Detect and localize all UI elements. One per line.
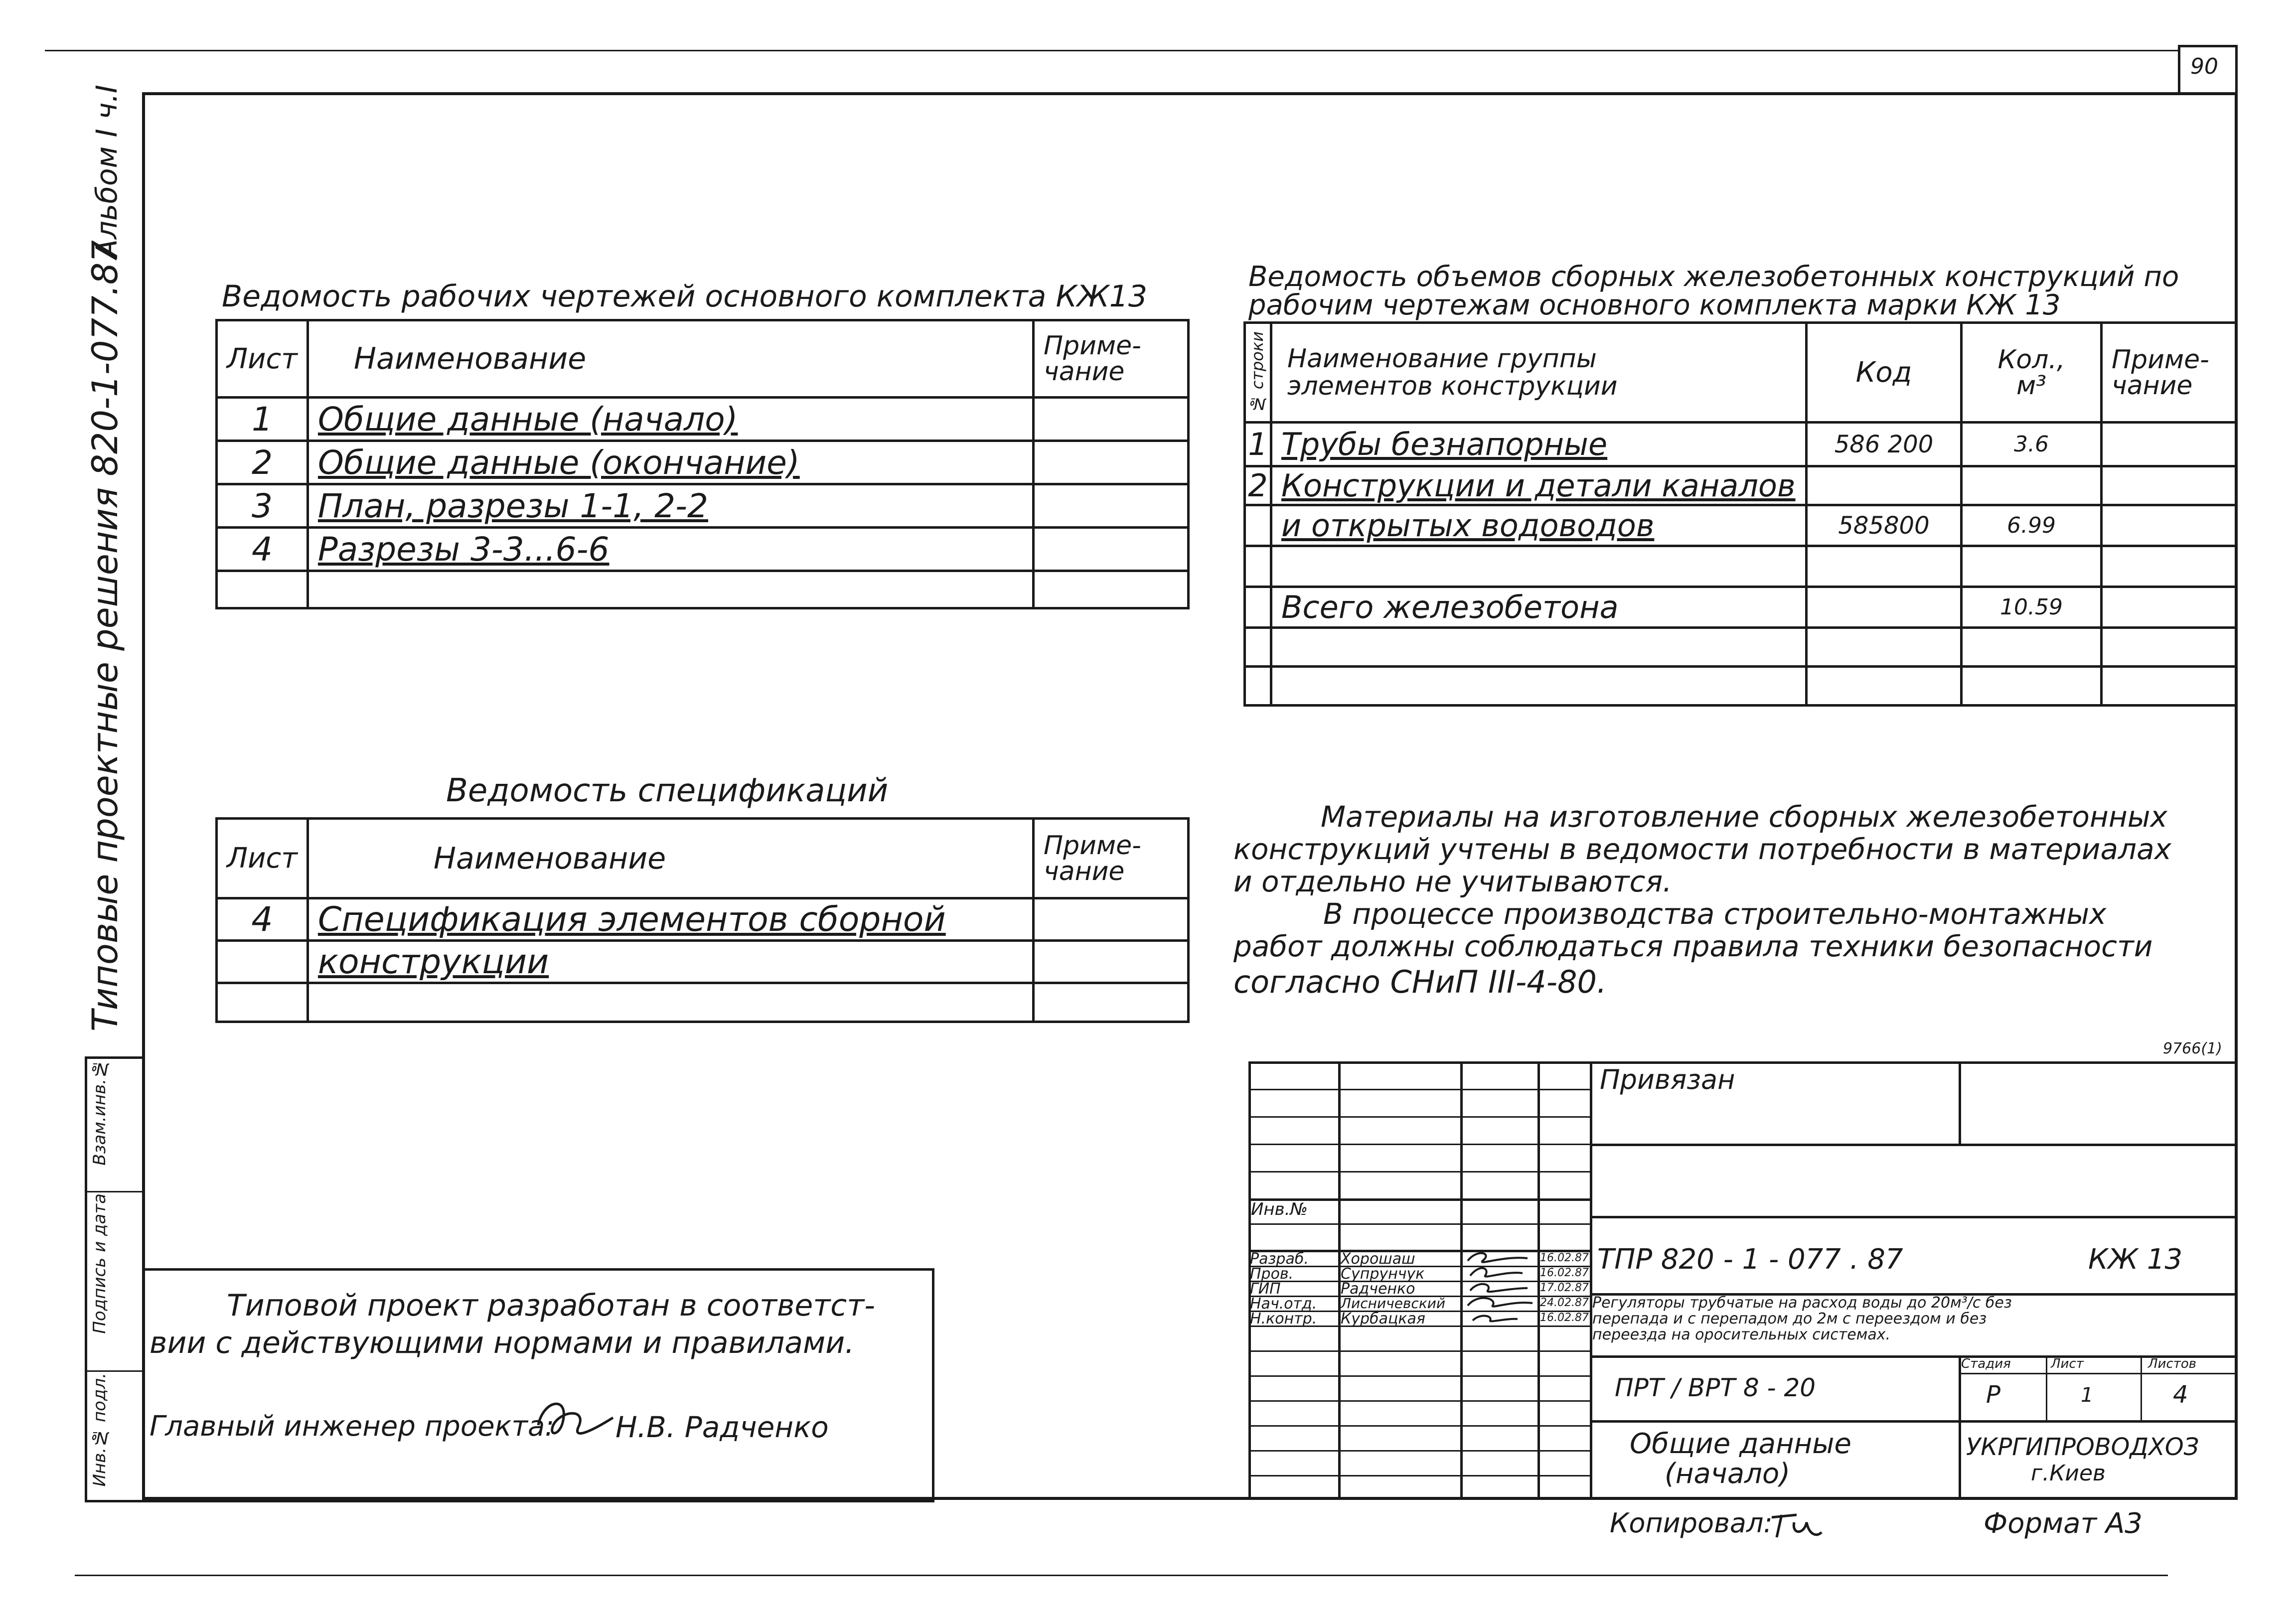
table-row [1245,587,2237,628]
col-header-quantity: Кол., м³ [1962,323,2102,423]
note-para2-line3: согласно СНиП III-4-80. [1233,964,1607,1000]
table-cell: 10.59 [1962,587,2102,628]
table-header-row [1245,323,2237,423]
signatory-name: Курбацкая [1341,1310,1425,1327]
series-label: Типовые проектные решения 820-1-077.87 [85,240,126,1031]
table-row [217,398,1189,441]
col-header-note: Приме- чание [1034,320,1189,398]
signatory-name: Радченко [1341,1280,1415,1298]
table-row [217,484,1189,528]
col-header-sheet: Лист [217,320,308,398]
table-cell [1807,546,1962,587]
table-cell [1245,587,1271,628]
col-header-name: Наименование [307,320,1033,398]
chief-signature-icon [533,1390,618,1450]
sheets-label: Листов [2148,1356,2197,1371]
table-cell: 586 200 [1807,423,1962,466]
table-cell [2102,546,2237,587]
table-cell [1962,546,2102,587]
table-cell [1962,667,2102,706]
prt-code: ПРТ / ВРТ 8 - 20 [1615,1373,1816,1402]
table-cell [217,571,308,608]
table-cell: Всего железобетона [1271,587,1807,628]
signatory-role: Н.контр. [1250,1310,1317,1327]
bottom-edge-line [75,1575,2168,1576]
signatory-role: Пров. [1250,1265,1294,1283]
copied-by-label: Копировал: [1610,1507,1773,1539]
table-cell [1807,466,1962,505]
table-row [1245,546,2237,587]
table-cell [1245,667,1271,706]
doc-code: ТПР 820 - 1 - 077 . 87 [1597,1243,1903,1276]
table-cell [1245,505,1271,546]
table-cell: Трубы безнапорные [1271,423,1807,466]
specifications-list-table [215,817,1190,1023]
signatory-role: Разраб. [1250,1250,1309,1268]
signatory-name: Супрунчук [1341,1265,1425,1283]
top-edge-line [45,50,2178,51]
signatory-role: ГИП [1250,1280,1281,1298]
copier-signature-icon [1767,1507,1827,1542]
table-cell: Общие данные (окончание) [307,441,1033,484]
stage-label: Стадия [1961,1356,2011,1371]
desc-line2: перепада и с перепадом до 2м с переездом и без [1592,1310,1987,1327]
table-cell [1034,484,1189,528]
table-cell: Разрезы 3-3...6-6 [307,528,1033,571]
table-cell [2102,628,2237,667]
privyazan-label: Привязан [1600,1064,1735,1095]
table-cell: Конструкции и детали каналов [1271,466,1807,505]
table-header-row [217,819,1189,898]
col-header-sheet: Лист [217,819,308,898]
table-cell [1034,571,1189,608]
table-cell [307,571,1033,608]
stamp-col-inv-podl: Инв.№ подл. [90,1373,110,1487]
table-cell [1271,628,1807,667]
signatures-icon [1463,1248,1537,1328]
stage-value: Р [1986,1381,2000,1409]
col-header-code: Код [1807,323,1962,423]
table-cell [1034,983,1189,1022]
signatory-date: 17.02.87 [1540,1282,1589,1294]
page-number: 90 [2190,54,2218,79]
sheet-value: 1 [2081,1384,2094,1407]
org-line1: УКРГИПРОВОДХОЗ [1966,1433,2199,1461]
left-stamp-divider [85,1191,145,1192]
sheets-value: 4 [2173,1381,2188,1409]
table-cell: конструкции [307,941,1033,983]
signatory-name: Лисничевский [1341,1295,1446,1312]
table-cell: 1 [217,398,308,441]
note-para1-line3: и отдельно не учитываются. [1233,865,1672,898]
table-cell: 3 [217,484,308,528]
statement-line2: вии с действующими нормами и правилами. [150,1325,855,1360]
table-cell: 585800 [1807,505,1962,546]
signatory-role: Нач.отд. [1250,1295,1317,1313]
col-header-note: Приме- чание [1034,819,1189,898]
table-cell [2102,505,2237,546]
volumes-table [1243,321,2238,707]
org-line2: г.Киев [2031,1461,2106,1486]
table-cell: План, разрезы 1-1, 2-2 [307,484,1033,528]
table-cell [307,983,1033,1022]
table-cell [1962,466,2102,505]
table-row [1245,628,2237,667]
table-row [217,528,1189,571]
table-row [217,441,1189,484]
table-cell [1271,667,1807,706]
sheet-title-line1: Общие данные [1630,1428,1851,1460]
signatory-name: Хорошаш [1341,1250,1415,1268]
table-row [1245,667,2237,706]
table-row [217,983,1189,1022]
table-cell [1271,546,1807,587]
table3-title-line2: рабочим чертежам основного комплекта марки КЖ 13 [1248,289,2061,321]
inv-label: Инв.№ [1251,1199,1308,1219]
table-cell: 6.99 [1962,505,2102,546]
table-row [217,571,1189,608]
col-header-row-number: № строки [1245,323,1271,423]
col-header-note: Приме- чание [2102,323,2237,423]
table-cell: 2 [217,441,308,484]
table-cell [1245,546,1271,587]
table-cell: 2 [1245,466,1271,505]
album-label: Альбом I ч.I [90,85,124,259]
table-cell [1962,628,2102,667]
stamp-col-inv-zam: Взам.инв.№ [90,1059,110,1166]
note-para1-line2: конструкций учтены в ведомости потребности в материалах [1233,832,2171,866]
table-cell: 3.6 [1962,423,2102,466]
table-cell [217,941,308,983]
table-cell [1034,528,1189,571]
drawings-list-table [215,319,1190,609]
note-para1-line1: Материалы на изготовление сборных железобетонных [1321,800,2167,834]
table-row [1245,505,2237,546]
sheet-title-line2: (начало) [1665,1458,1791,1490]
signatory-date: 16.02.87 [1540,1267,1589,1279]
table-cell [1034,441,1189,484]
chief-engineer-name: Н.В. Радченко [615,1410,829,1444]
table3-title-line1: Ведомость объемов сборных железобетонных конструкций по [1248,261,2179,293]
signatory-date: 16.02.87 [1540,1252,1589,1264]
table-cell: 4 [217,898,308,941]
stamp-col-signature: Подпись и дата [90,1193,110,1334]
table-cell: 4 [217,528,308,571]
table-cell [2102,466,2237,505]
drawing-mark: КЖ 13 [2088,1243,2183,1276]
statement-line1: Типовой проект разработан в соответст- [227,1288,875,1323]
table-cell [1807,587,1962,628]
table-row [217,941,1189,983]
table-cell: 1 [1245,423,1271,466]
table-cell [217,983,308,1022]
table-cell [1034,941,1189,983]
stamp-code: 9766(1) [2163,1040,2222,1057]
table2-title: Ведомость спецификаций [446,772,889,809]
table-cell [2102,587,2237,628]
signatory-date: 24.02.87 [1540,1297,1589,1309]
sheet-label: Лист [2051,1356,2084,1371]
col-header-name: Наименование [307,819,1033,898]
table-cell: и открытых водоводов [1271,505,1807,546]
col-header-group-name: Наименование группы элементов конструкции [1271,323,1807,423]
table-cell [2102,667,2237,706]
table-cell [1034,398,1189,441]
table-header-row [217,320,1189,398]
desc-line3: переезда на оросительных системах. [1592,1326,1891,1343]
table-cell [2102,423,2237,466]
format-label: Формат А3 [1984,1507,2143,1540]
table-cell [1245,628,1271,667]
table-cell: Спецификация элементов сборной [307,898,1033,941]
desc-line1: Регуляторы трубчатые на расход воды до 20м³/с без [1592,1294,2012,1312]
table-row [1245,466,2237,505]
note-para2-line2: работ должны соблюдаться правила техники безопасности [1233,929,2153,963]
note-para2-line1: В процессе производства строительно-монтажных [1323,897,2107,931]
table-cell [1034,898,1189,941]
table-cell: Общие данные (начало) [307,398,1033,441]
table-cell [1807,628,1962,667]
signatory-date: 16.02.87 [1540,1312,1589,1324]
table-row [217,898,1189,941]
left-stamp-divider [85,1370,145,1372]
table-row [1245,423,2237,466]
table-cell [1807,667,1962,706]
table1-title: Ведомость рабочих чертежей основного комплекта КЖ13 [222,279,1148,314]
chief-engineer-label: Главный инженер проекта: [150,1410,555,1443]
